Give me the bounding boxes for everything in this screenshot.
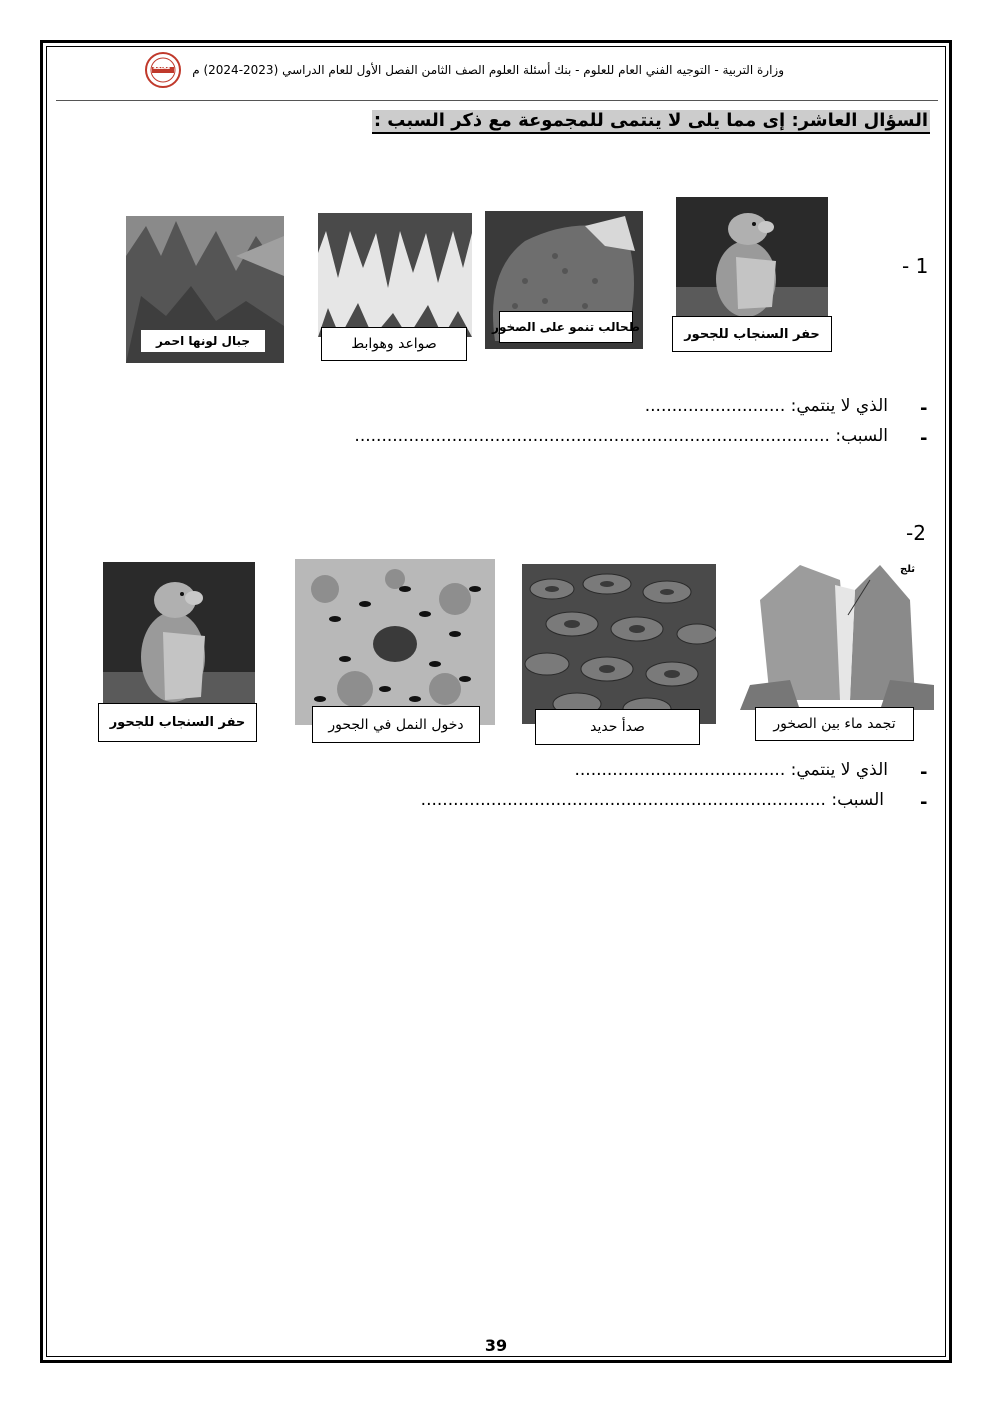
ministry-logo-icon — [143, 52, 183, 88]
group2-reason-label: السبب: — [825, 790, 884, 810]
group1-answer-line — [645, 396, 888, 416]
group1-reason-dots[interactable]: ........................................................................................ — [354, 426, 830, 446]
group2-reason-line — [421, 790, 884, 810]
squirrel-photo-icon — [103, 562, 255, 707]
group1-label-rock-algae: طحالب تنمو على الصخور — [499, 311, 633, 343]
group1-answer-dots[interactable]: .......................... — [644, 396, 786, 416]
group1-reason-line — [354, 426, 888, 446]
group1-number: - 1 — [902, 254, 929, 278]
logo-label: معلمه — [153, 64, 171, 71]
group1-answer-label: الذي لا ينتمي: — [785, 396, 888, 416]
page-number: 39 — [484, 1336, 508, 1355]
group2-answer-label: الذي لا ينتمي: — [785, 760, 888, 780]
group2-frozen-rock-image — [740, 560, 934, 710]
group2-ice-caption: ثلج — [900, 564, 916, 575]
group2-answer-line — [574, 760, 888, 780]
group2-label-squirrel: حفر السنجاب للجحور — [98, 703, 257, 742]
stalactites-photo-icon — [318, 213, 472, 337]
group1-reason-dash: - — [920, 428, 928, 449]
group2-answer-dash: - — [920, 762, 928, 783]
question-title: السؤال العاشر: إى مما يلى لا ينتمى للمجموعة مع ذكر السبب : — [372, 110, 930, 134]
group2-squirrel-image — [103, 562, 255, 707]
rusted-iron-photo-icon — [522, 564, 716, 724]
group2-rusted-iron-image — [522, 564, 716, 724]
header-text: وزارة التربية - التوجيه الفني العام للعلوم - بنك أسئلة العلوم الصف الثامن الفصل الأول للعام الدراسي (2023-2024) م — [192, 63, 784, 77]
group2-ants-image — [295, 559, 495, 725]
ants-burrow-photo-icon — [295, 559, 495, 725]
group1-label-stalactites: صواعد وهوابط — [321, 327, 467, 361]
header-divider — [56, 100, 938, 101]
group2-reason-dash: - — [920, 792, 928, 813]
group2-label-ants: دخول النمل في الجحور — [312, 706, 480, 743]
group1-squirrel-image — [676, 197, 828, 317]
group2-reason-dots[interactable]: ........................................................................... — [420, 790, 826, 810]
squirrel-photo-icon — [676, 197, 828, 317]
group1-label-red-mountains: جبال لونها احمر — [141, 330, 265, 352]
group1-label-squirrel: حفر السنجاب للجحور — [672, 316, 832, 352]
group1-answer-dash: - — [920, 398, 928, 419]
frozen-water-rock-photo-icon — [740, 560, 934, 710]
group2-answer-dots[interactable]: ....................................... — [574, 760, 786, 780]
group2-number: -2 — [906, 521, 926, 545]
group2-label-frozen-rock: تجمد ماء بين الصخور — [755, 707, 914, 741]
group1-reason-label: السبب: — [829, 426, 888, 446]
group1-stalactites-image — [318, 213, 472, 337]
group2-label-rusted-iron: صدأ حديد — [535, 709, 700, 745]
